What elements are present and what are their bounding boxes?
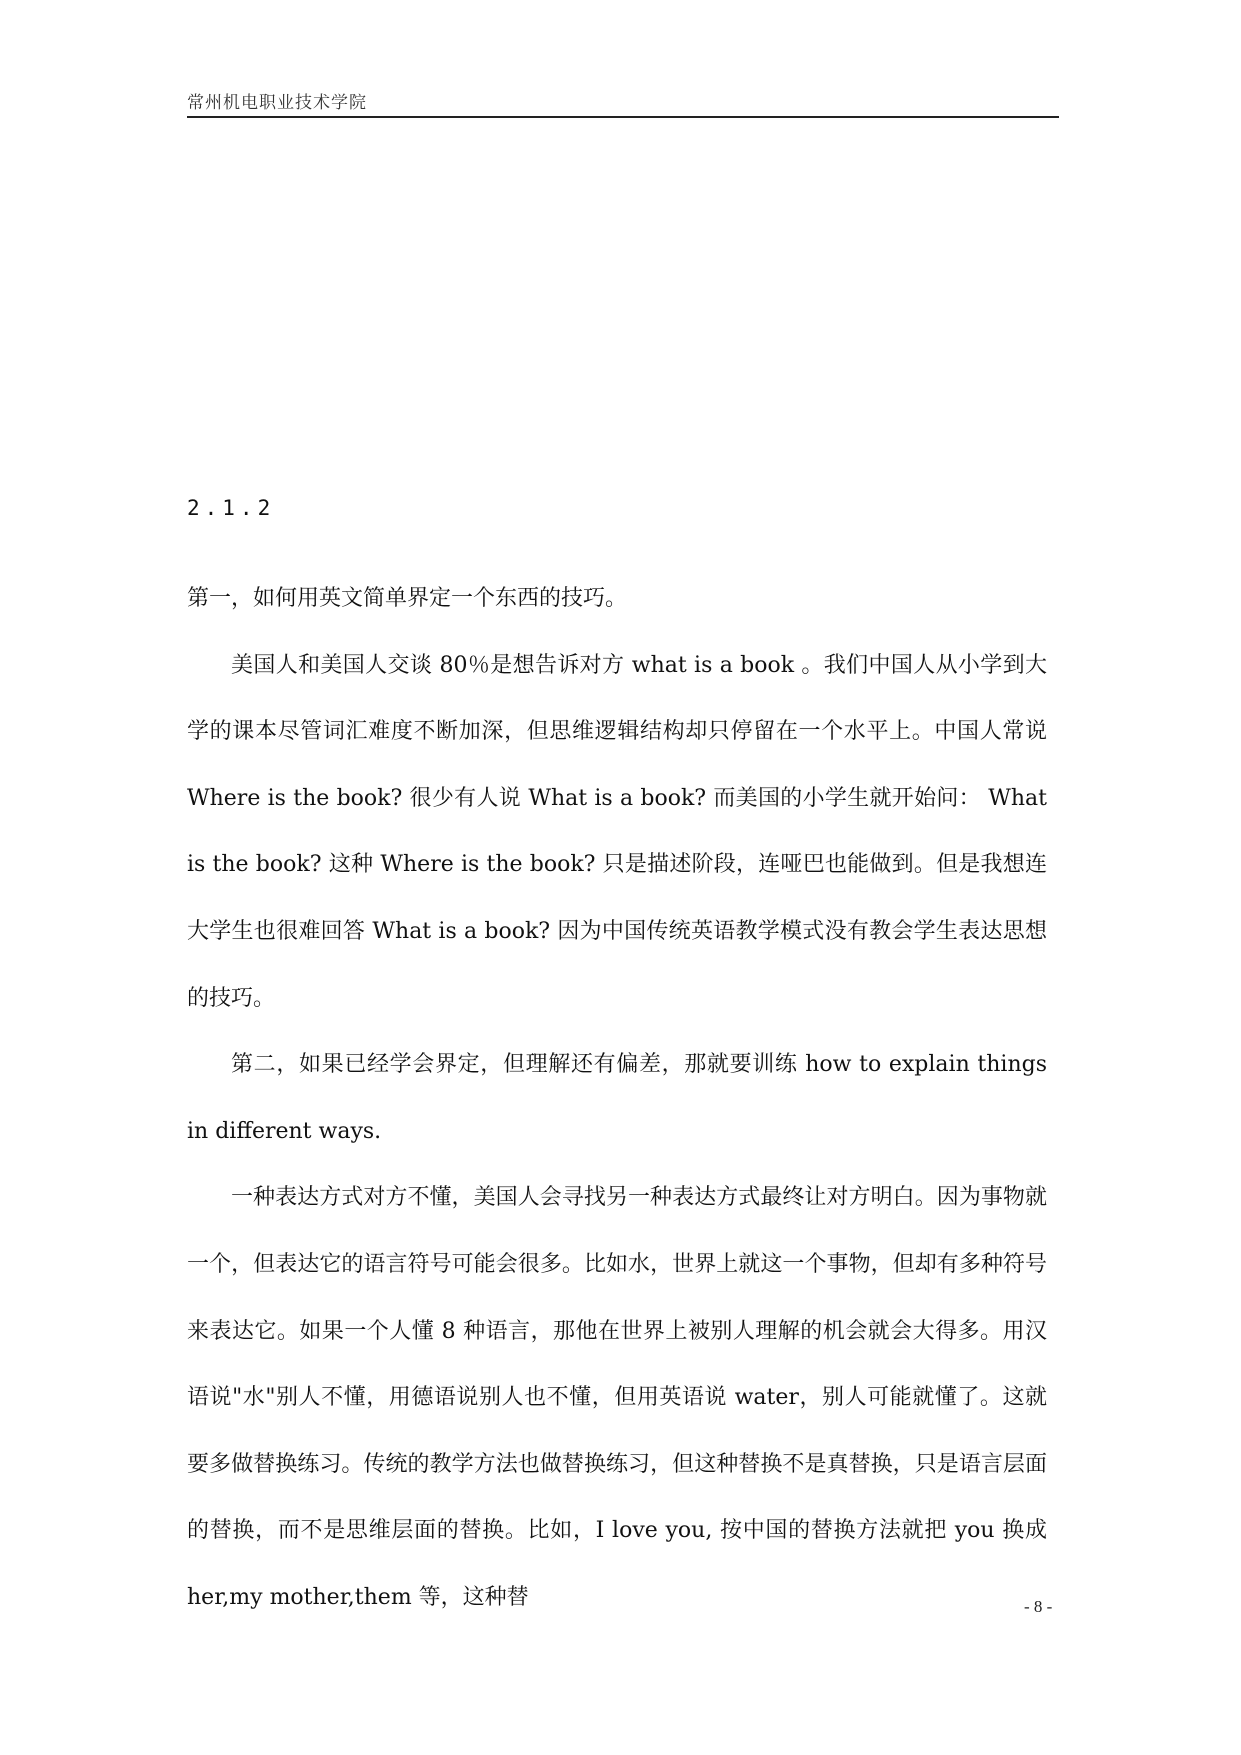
page-number: - 8 - (1024, 1597, 1053, 1616)
document-body (187, 566, 1047, 1632)
paragraph-second-point: 第二，如果已经学会界定，但理解还有偏差，那就要训练 how to explain things in different ways. (187, 1052, 1047, 1144)
page-header (187, 88, 1059, 118)
paragraph-what-is-a-book: 美国人和美国人交谈 80％是想告诉对方 what is a book 。我们中国人从小学到大学的课本尽管词汇难度不断加深，但思维逻辑结构却只停留在一个水平上。中国人常说 Where is the book? 很少有人说 What is a book? 而美国的小学生就开始问： What is the book? 这种 Where is the book? 只是描述阶段，连哑巴也能做到。但是我想连大学生也很难回答 What is a book? 因为中国传统英语教学模式没有教会学生表达思想的技巧。 (187, 652, 1047, 1011)
paragraph-first-point: 第一，如何用英文简单界定一个东西的技巧。 (187, 586, 628, 611)
header-title: 常州机电职业技术学院 (187, 93, 367, 113)
paragraph-expression-methods: 一种表达方式对方不懂，美国人会寻找另一种表达方式最终让对方明白。因为事物就一个，但表达它的语言符号可能会很多。比如水，世界上就这一个事物，但却有多种符号来表达它。如果一个人懂 8 种语言，那他在世界上被别人理解的机会就会大得多。用汉语说"水"别人不懂，用德语说别人也不懂，但用英语说 water，别人可能就懂了。这就要多做替换练习。传统的教学方法也做替换练习，但这种替换不是真替换，只是语言层面的替换，而不是思维层面的替换。比如，I love you, 按中国的替换方法就把 you 换成 her,my mother,them 等，这种替 (187, 1185, 1047, 1610)
section-number: 2.1.2 (187, 496, 276, 520)
